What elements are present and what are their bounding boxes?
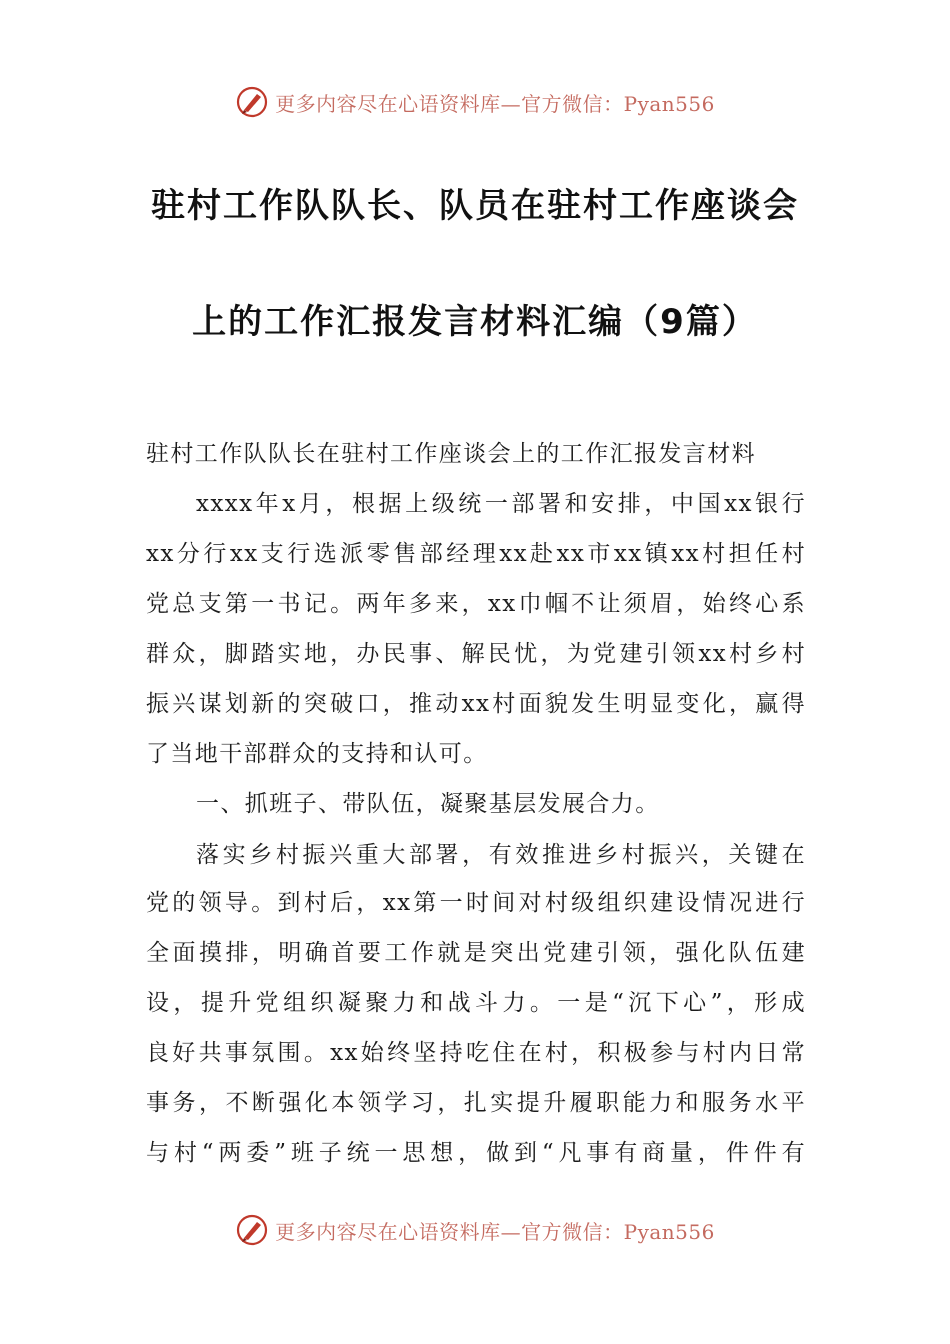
footer-banner-text: 更多内容尽在心语资料库—官方微信：Pyan556: [275, 1219, 715, 1244]
header-banner: [0, 80, 950, 124]
body-line: 与村“两委”班子统一思想，做到“凡事有商量，件件有: [146, 1140, 806, 1166]
body-line: 党总支第一书记。两年多来，xx巾帼不让须眉，始终心系: [146, 591, 806, 617]
section-heading: 一、抓班子、带队伍，凝聚基层发展合力。: [196, 791, 660, 817]
footer-banner: [0, 1208, 950, 1252]
body-line: 群众，脚踏实地，办民事、解民忧，为党建引领xx村乡村: [146, 641, 806, 667]
pen-circle-logo-icon: [235, 1213, 269, 1247]
body-line: xx分行xx支行选派零售部经理xx赴xx市xx镇xx村担任村: [146, 541, 806, 567]
body-line: 事务，不断强化本领学习，扎实提升履职能力和服务水平: [146, 1090, 806, 1116]
body-line: 良好共事氛围。xx始终坚持吃住在村，积极参与村内日常: [146, 1040, 806, 1066]
body-line: 了当地干部群众的支持和认可。: [146, 741, 488, 767]
section-subtitle: 驻村工作队队长在驻村工作座谈会上的工作汇报发言材料: [146, 441, 756, 467]
body-line: 全面摸排，明确首要工作就是突出党建引领，强化队伍建: [146, 940, 806, 966]
header-banner-text: 更多内容尽在心语资料库—官方微信：Pyan556: [275, 91, 715, 116]
pen-circle-logo-icon: [235, 85, 269, 119]
document-title-line-2: 上的工作汇报发言材料汇编（9篇）: [192, 302, 758, 342]
body-line: 落实乡村振兴重大部署，有效推进乡村振兴，关键在: [196, 842, 806, 868]
body-line: 振兴谋划新的突破口，推动xx村面貌发生明显变化，赢得: [146, 691, 806, 717]
body-line: 设，提升党组织凝聚力和战斗力。一是“沉下心”，形成: [146, 990, 806, 1016]
body-line: 党的领导。到村后，xx第一时间对村级组织建设情况进行: [146, 890, 806, 916]
document-title-line-1: 驻村工作队队长、队员在驻村工作座谈会: [151, 186, 799, 226]
body-line: xxxx年x月，根据上级统一部署和安排，中国xx银行: [196, 491, 806, 517]
